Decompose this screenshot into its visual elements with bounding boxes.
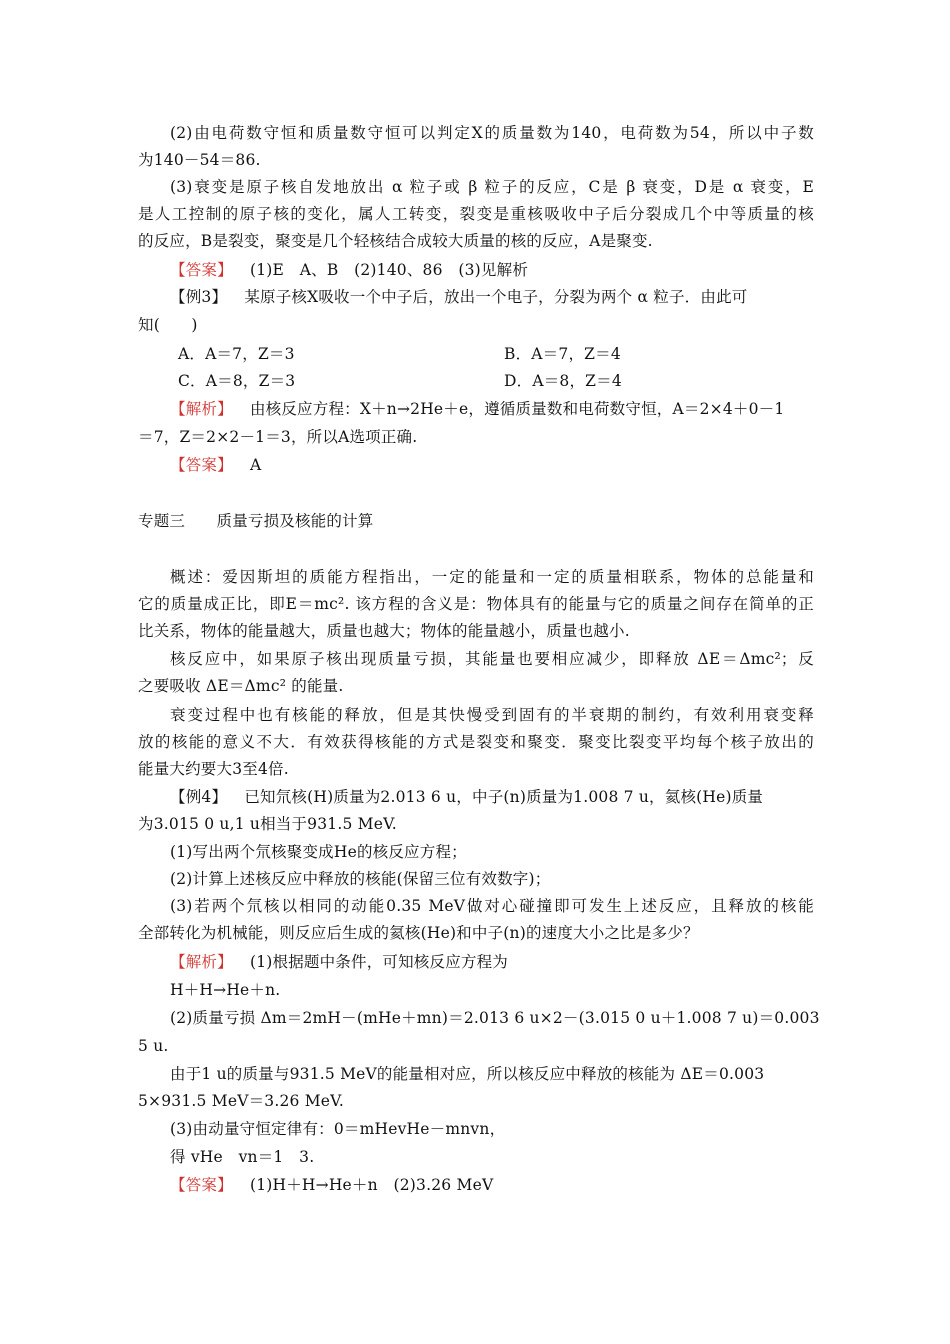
example-text: 某原子核X吸收一个中子后，放出一个电子，分裂为两个 α 粒子．由此可 xyxy=(244,288,748,306)
example-line xyxy=(170,286,814,308)
paragraph-line: 由于1 u的质量与931.5 MeV的能量相对应，所以核反应中释放的核能为 ΔE＝0.003 xyxy=(170,1065,765,1083)
paragraph-line: 能量大约要大3至4倍. xyxy=(138,760,289,778)
analysis-label: 【解析】 xyxy=(170,400,233,418)
paragraph-line: 为3.015 0 u,1 u相当于931.5 MeV. xyxy=(138,815,397,833)
option-c: C．A＝8，Z＝3 xyxy=(178,372,296,390)
equation-line: H＋H→He＋n. xyxy=(170,981,281,999)
paragraph-line: (3)衰变是原子核自发地放出 α 粒子或 β 粒子的反应，C是 β 衰变，D是 α 衰变，E xyxy=(170,178,814,196)
question-line: (2)计算上述核反应中释放的核能(保留三位有效数字)； xyxy=(170,870,551,888)
analysis-line xyxy=(170,398,784,420)
paragraph-line: 它的质量成正比，即E＝mc². 该方程的含义是：物体具有的能量与它的质量之间存在简单的正 xyxy=(138,595,814,613)
option-a: A．A＝7，Z＝3 xyxy=(178,345,295,363)
answer-label: 【答案】 xyxy=(170,456,233,474)
paragraph-line: (3)由动量守恒定律有：0＝mHevHe－mnvn， xyxy=(170,1120,506,1138)
answer-line xyxy=(170,454,261,476)
paragraph-line: 全部转化为机械能，则反应后生成的氦核(He)和中子(n)的速度大小之比是多少？ xyxy=(138,924,699,942)
answer-text: A xyxy=(249,456,262,474)
question-line: (3)若两个氘核以相同的动能0.35 MeV做对心碰撞即可发生上述反应，且释放的核能 xyxy=(170,897,814,915)
paragraph-line: 得 vHe vn＝1 3. xyxy=(170,1148,315,1166)
analysis-line xyxy=(170,951,508,973)
answer-line xyxy=(170,1174,493,1196)
paragraph-line: 5×931.5 MeV＝3.26 MeV. xyxy=(138,1092,344,1110)
analysis-text: (1)根据题中条件，可知核反应方程为 xyxy=(249,953,509,971)
paragraph-line: 比关系，物体的能量越大，质量也越大；物体的能量越小，质量也越小. xyxy=(138,622,630,640)
analysis-label: 【解析】 xyxy=(170,953,233,971)
option-b: B．A＝7，Z＝4 xyxy=(504,345,621,363)
example-line xyxy=(170,786,814,808)
paragraph-line: 核反应中，如果原子核出现质量亏损，其能量也要相应减少，即释放 ΔE＝Δmc²；反 xyxy=(170,650,814,668)
option-d: D．A＝8，Z＝4 xyxy=(504,372,622,390)
example-label: 【例3】 xyxy=(170,288,228,306)
paragraph-line: 概述：爱因斯坦的质能方程指出，一定的能量和一定的质量相联系，物体的总能量和 xyxy=(170,568,814,586)
paragraph-line: 放的核能的意义不大．有效获得核能的方式是裂变和聚变．聚变比裂变平均每个核子放出的 xyxy=(138,733,814,751)
example-label: 【例4】 xyxy=(170,788,228,806)
paragraph-line: 5 u. xyxy=(138,1037,169,1055)
paragraph-line: ＝7，Z＝2×2－1＝3，所以A选项正确. xyxy=(138,428,418,446)
paragraph-line: 衰变过程中也有核能的释放，但是其快慢受到固有的半衰期的制约，有效利用衰变释 xyxy=(170,706,814,724)
paragraph-line: 知( ) xyxy=(138,316,198,334)
question-line: (1)写出两个氘核聚变成He的核反应方程； xyxy=(170,843,467,861)
paragraph-line: 之要吸收 ΔE＝Δmc² 的能量. xyxy=(138,677,344,695)
analysis-text: 由核反应方程：X＋n→2He＋e，遵循质量数和电荷数守恒，A＝2×4＋0－1 xyxy=(249,400,785,418)
example-text: 已知氘核(H)质量为2.013 6 u，中子(n)质量为1.008 7 u，氦核(He)质量 xyxy=(244,788,764,806)
paragraph-line: 的反应，B是裂变，聚变是几个轻核结合成较大质量的核的反应，A是聚变. xyxy=(138,232,653,250)
paragraph-line: (2)质量亏损 Δm＝2mH－(mHe＋mn)＝2.013 6 u×2－(3.015 0 u＋1.008 7 u)＝0.003 xyxy=(170,1009,820,1027)
answer-label: 【答案】 xyxy=(170,261,233,279)
answer-text: (1)E A、B (2)140、86 (3)见解析 xyxy=(249,261,529,279)
paragraph-line: 为140－54＝86. xyxy=(138,151,261,169)
answer-line xyxy=(170,259,528,281)
section-heading: 专题三 质量亏损及核能的计算 xyxy=(138,512,374,530)
paragraph-line: (2)由电荷数守恒和质量数守恒可以判定X的质量数为140，电荷数为54，所以中子数 xyxy=(170,124,814,142)
answer-text: (1)H＋H→He＋n (2)3.26 MeV xyxy=(249,1176,494,1194)
answer-label: 【答案】 xyxy=(170,1176,233,1194)
paragraph-line: 是人工控制的原子核的变化，属人工转变，裂变是重核吸收中子后分裂成几个中等质量的核 xyxy=(138,205,814,223)
